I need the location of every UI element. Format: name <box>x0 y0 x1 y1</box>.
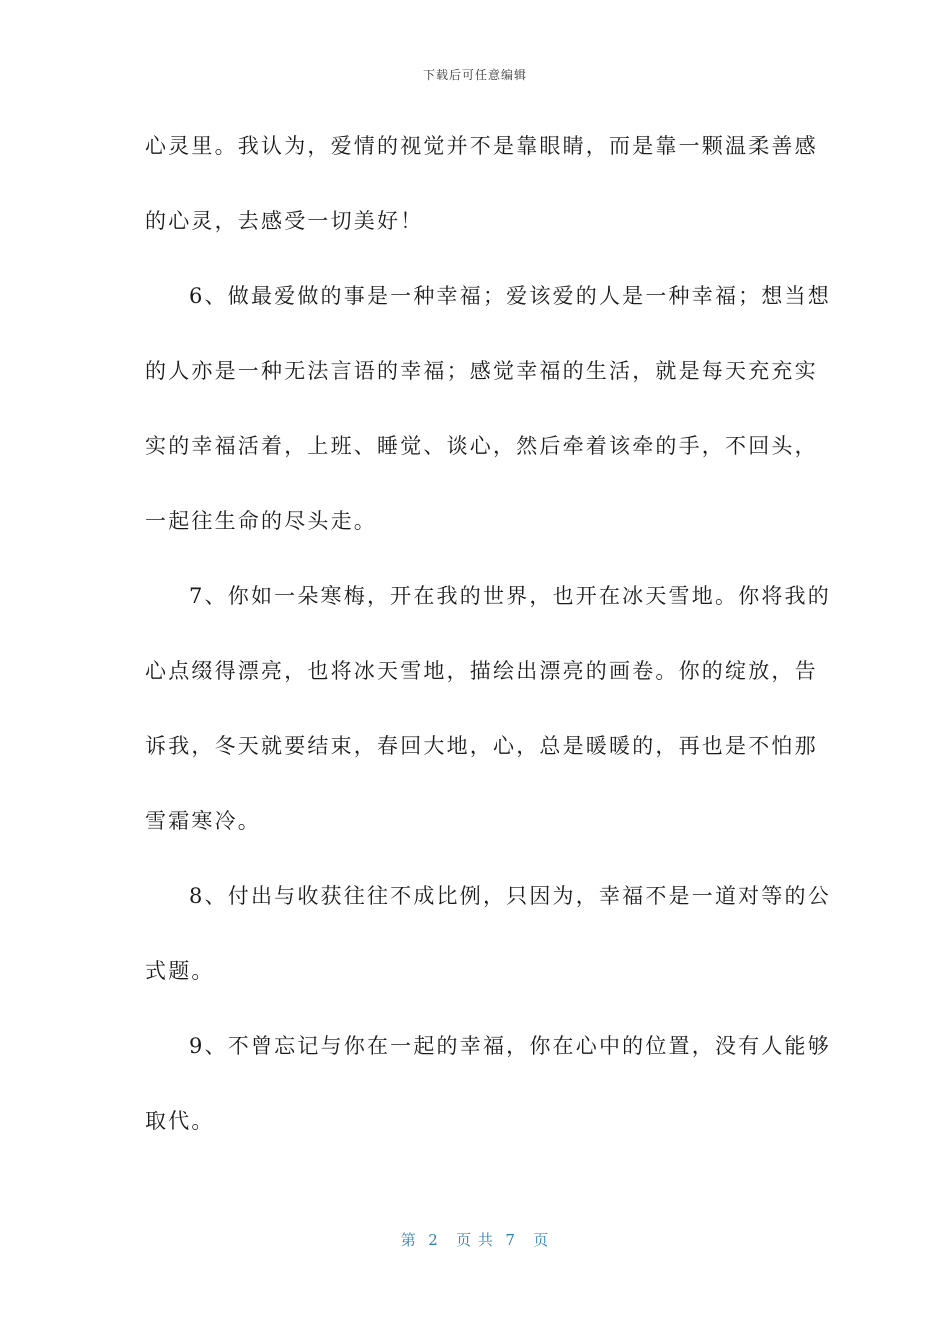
paragraph-7-first-line: 7、你如一朵寒梅，开在我的世界，也开在冰天雪地。你将我的 <box>189 584 831 608</box>
text-line: 的人亦是一种无法言语的幸福；感觉幸福的生活，就是每天充充实 <box>145 359 818 383</box>
page-header: 下载后可任意编辑 <box>422 68 527 82</box>
text-line: 诉我，冬天就要结束，春回大地，心，总是暖暖的，再也是不怕那 <box>145 734 818 758</box>
text-line: 式题。 <box>145 959 215 983</box>
document-body <box>145 128 831 1178</box>
text-line: 一起往生命的尽头走。 <box>145 509 377 533</box>
text-line: 心灵里。我认为，爱情的视觉并不是靠眼睛，而是靠一颗温柔善感 <box>145 134 818 158</box>
paragraph-6-first-line: 6、做最爱做的事是一种幸福；爱该爱的人是一种幸福；想当想 <box>189 284 831 308</box>
paragraph-8-first-line: 8、付出与收获往往不成比例，只因为，幸福不是一道对等的公 <box>189 884 831 908</box>
text-line: 心点缀得漂亮，也将冰天雪地，描绘出漂亮的画卷。你的绽放，告 <box>145 659 818 683</box>
text-line: 的心灵，去感受一切美好！ <box>145 209 424 233</box>
text-line: 雪霜寒冷。 <box>145 809 261 833</box>
page-number-footer: 第 2 页 共 7 页 <box>400 1231 550 1249</box>
text-line: 实的幸福活着，上班、睡觉、谈心，然后牵着该牵的手，不回头， <box>145 434 818 458</box>
paragraph-9-first-line: 9、不曾忘记与你在一起的幸福，你在心中的位置，没有人能够 <box>189 1034 831 1058</box>
text-line: 取代。 <box>145 1109 215 1133</box>
